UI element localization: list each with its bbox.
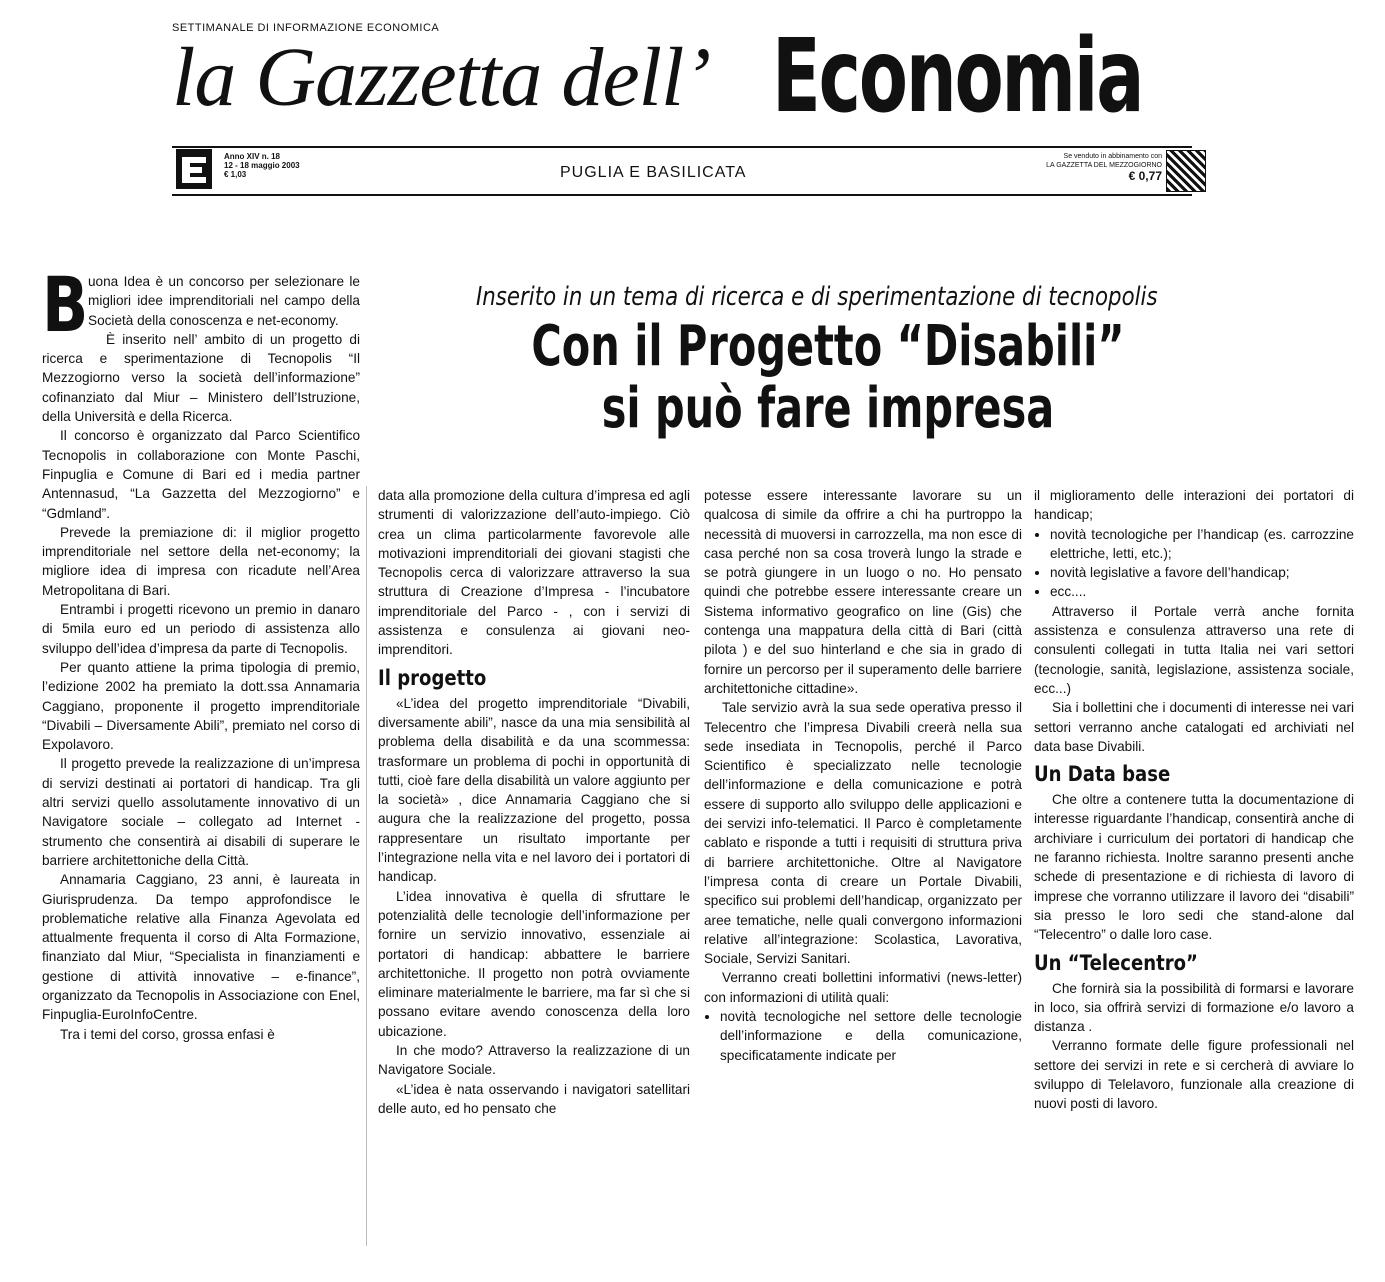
section-heading-telecentro: Un “Telecentro”	[1034, 950, 1198, 975]
bundle-info	[1032, 152, 1162, 183]
article-column-1	[42, 260, 360, 1044]
bundle-line-1: Se venduto in abbinamento con	[1063, 153, 1162, 160]
paragraph: Che fornirà sia la possibilità di formarsi e lavorare in loco, sia offrirà servizi di formazione e/o lavoro a distanza .	[1034, 980, 1354, 1035]
headline-line-1: Con il Progetto “Disabili”	[531, 314, 1125, 379]
paragraph: potesse essere interessante lavorare su un qualcosa di simile da offrire a chi ha purtroppo la necessità di muoversi in carrozzella, ma non esce di casa perché non sa cosa troverà lungo la strade e se potrà giungere in un luogo o no. Ho pensato quindi che potrebbe essere interessante creare un Sistema informativo geografico on line (Gis) che contenga una mappatura della città di Bari (città pilota ) e del suo hinterland e che sia in grado di fornire un percorso per il superamento delle barriere architettoniche cittadine».	[704, 488, 1022, 696]
article-column-4	[1034, 486, 1354, 1114]
paragraph: Attraverso il Portale verrà anche fornita assistenza e consulenza attraverso una rete di consulenti collegati in tutta Italia nei vari settori (tecnologie, sanità, legislazione, assistenza sociale, ecc...)	[1034, 603, 1354, 696]
list-item: • ecc....	[1050, 582, 1354, 601]
region-label: PUGLIA E BASILICATA	[560, 164, 747, 181]
paragraph: il miglioramento delle interazioni dei portatori di handicap;	[1034, 488, 1354, 523]
bundle-line-2: LA GAZZETTA DEL MEZZOGIORNO	[1046, 162, 1162, 169]
paragraph: Il progetto prevede la realizzazione di un’impresa di servizi destinati ai portatori di handicap. Tra gli altri servizi quello assolutamente innovativo di un Navigatore sociale – collegato ad Internet - strumento che consentirà ai disabili di superare le barriere architettoniche della Città.	[42, 756, 360, 868]
paragraph: data alla promozione della cultura d’impresa ed agli strumenti di valorizzazione dell’auto-impiego. Ciò crea un clima particolarmente favorevole alle motivazioni imprenditoriali dei giovani stagisti che Tecnopolis cerca di valorizzare attraverso la sua struttura di Creazione d’Impresa - l’incubatore imprenditoriale del Parco - , con i servizi di assistenza e consulenza ai giovani neo-imprenditori.	[378, 488, 690, 658]
newspaper-logo-icon	[176, 149, 212, 189]
paragraph: Prevede la premiazione di: il miglior progetto imprenditoriale nel settore della net-economy; la migliore idea di impresa con ricadute nell’Area Metropolitana di Bari.	[42, 524, 360, 598]
masthead-title-bold: Economia	[772, 17, 1143, 136]
issue-number: Anno XIV n. 18	[224, 152, 281, 161]
paragraph: Sia i bollettini che i documenti di interesse nei vari settori verranno anche catalogati ed archiviati nel data base Divabili.	[1034, 700, 1354, 754]
drop-cap: B	[42, 260, 89, 349]
paragraph: uona Idea è un concorso per selezionare le migliori idee imprenditoriali nel campo della Società della conoscenza e net-economy.	[88, 274, 360, 328]
article-subtitle: Inserito in un tema di ricerca e di sperimentazione di tecnopolis	[476, 282, 1158, 312]
section-heading-progetto: Il progetto	[378, 665, 487, 690]
issue-date: 12 - 18 maggio 2003	[224, 161, 300, 170]
paragraph: «L’idea è nata osservando i navigatori satellitari delle auto, ed ho pensato che	[378, 1081, 690, 1116]
paragraph: Entrambi i progetti ricevono un premio in danaro di 5mila euro ed un periodo di assistenza allo sviluppo dell’idea d’impresa da parte di Tecnopolis.	[42, 602, 360, 656]
paragraph: Per quanto attiene la prima tipologia di premio, l’edizione 2002 ha premiato la dott.ssa Annamaria Caggiano, proponente il progetto imprenditoriale “Divabili – Diversamente Abili”, premiato nel corso di Expolavoro.	[42, 659, 360, 753]
paragraph: Verranno creati bollettini informativi (news-letter) con informazioni di utilità quali:	[704, 970, 1022, 1005]
bundle-price: € 0,77	[1128, 169, 1162, 183]
list-item: • novità tecnologiche per l’handicap (es. carrozzine elettriche, letti, etc.);	[1050, 525, 1354, 564]
masthead-title-italic: la Gazzetta dell’	[172, 31, 711, 124]
paragraph: È inserito nell’ ambito di un progetto di ricerca e sperimentazione di Tecnopolis “Il Mezzogiorno verso la società dell’informazione” cofinanziato dal Miur – Ministero dell’Istruzione, della Università e della Ricerca.	[42, 331, 360, 425]
paragraph: «L’idea del progetto imprenditoriale “Divabili, diversamente abili”, nasce da una mia sensibilità al problema della disabilità e da una scommessa: trasformare un problema di pochi in opportunità di tutti, cioè fare della disabilità un valore aggiunto per la società» , dice Annamaria Caggiano che si augura che la realizzazione del progetto, possa rappresentare un risultato importante per l’integrazione nella vita e nel lavoro dei i portatori di handicap.	[378, 695, 690, 885]
headline-line-2: si può fare impresa	[601, 376, 1055, 441]
article-column-2	[378, 486, 690, 1118]
paragraph: L’idea innovativa è quella di sfruttare le potenzialità delle tecnologie dell’informazione per fornire un servizio innovativo, essenziale ai portatori di handicap: abbattere le barriere architettoniche. Il progetto non potrà ovviamente eliminare materialmente le barriere, ma far sì che si possano evitare avendo conoscenza della loro ubicazione.	[378, 888, 690, 1039]
bullet-list	[704, 1007, 1022, 1065]
paragraph: In che modo? Attraverso la realizzazione di un Navigatore Sociale.	[378, 1043, 690, 1078]
section-heading-data-base: Un Data base	[1034, 762, 1171, 787]
paragraph: Tale servizio avrà la sua sede operativa presso il Telecentro che l’impresa Divabili creerà nella sua sede insediata in Tecnopolis, perché il Parco Scientifico è specializzato nelle tecnologie dell’informazione e della comunicazione e potrà essere di supporto allo sviluppo delle applicazioni e dei servizi info-telematici. Il Parco è completamente cablato e risponde a tutti i requisiti di struttura priva di barriere architettoniche. Oltre al Navigatore l’impresa conta di creare un Portale Divabili, specifico sui problemi dell’handicap, organizzato per aree tematiche, nelle quali convergono informazioni relative all’integrazione: Scolastica, Lavorativa, Sociale, Servizi Sanitari.	[704, 700, 1022, 967]
issue-price: € 1,03	[224, 170, 247, 179]
list-item: • novità legislative a favore dell’handicap;	[1050, 563, 1354, 582]
paragraph: Annamaria Caggiano, 23 anni, è laureata in Giurisprudenza. Da tempo approfondisce le problematiche relative alla Finanza Agevolata ed attualmente frequenta il corso di Alta Formazione, finanziato dal Miur, “Specialista in finanziamenti e gestione di attività innovative – e-finance”, organizzato da Tecnopolis in Associazione con Enel, Finpuglia-EuroInfoCentre.	[42, 872, 360, 1023]
article-column-3	[704, 486, 1022, 1065]
newspaper-kicker: SETTIMANALE DI INFORMAZIONE ECONOMICA	[172, 22, 440, 34]
paragraph: Che oltre a contenere tutta la documentazione di interesse riguardante l’handicap, consentirà anche di archiviare i curriculum dei portatori di handicap che ne faranno richiesta. Inoltre saranno presenti anche schede di presentazione e di richiesta di lavoro di imprese che vorranno utilizzare il lavoro dei “disabili” sia presso le loro sedi che stand-alone dal “Telecentro” o dalle loro case.	[1034, 792, 1354, 943]
bullet-list	[1034, 525, 1354, 602]
barcode-icon	[1166, 150, 1206, 192]
issue-info	[224, 152, 300, 179]
paragraph: Verranno formate delle figure professionali nel settore dei servizi in rete e si cercherà di avviare lo sviluppo di Telelavoro, funzionale alla creazione di nuovi posti di lavoro.	[1034, 1038, 1354, 1112]
article-headline	[495, 316, 1161, 440]
list-item: • novità tecnologiche nel settore delle tecnologie dell’informazione e della comunicazione, specificatamente indicate per	[720, 1007, 1022, 1065]
paragraph: Il concorso è organizzato dal Parco Scientifico Tecnopolis in collaborazione con Monte Paschi, Finpuglia e Comune di Bari ed i media partner Antennasud, “La Gazzetta del Mezzogiorno” e “Gdmland”.	[42, 428, 360, 521]
column-divider	[366, 486, 367, 1246]
paragraph: Tra i temi del corso, grossa enfasi è	[60, 1026, 275, 1042]
